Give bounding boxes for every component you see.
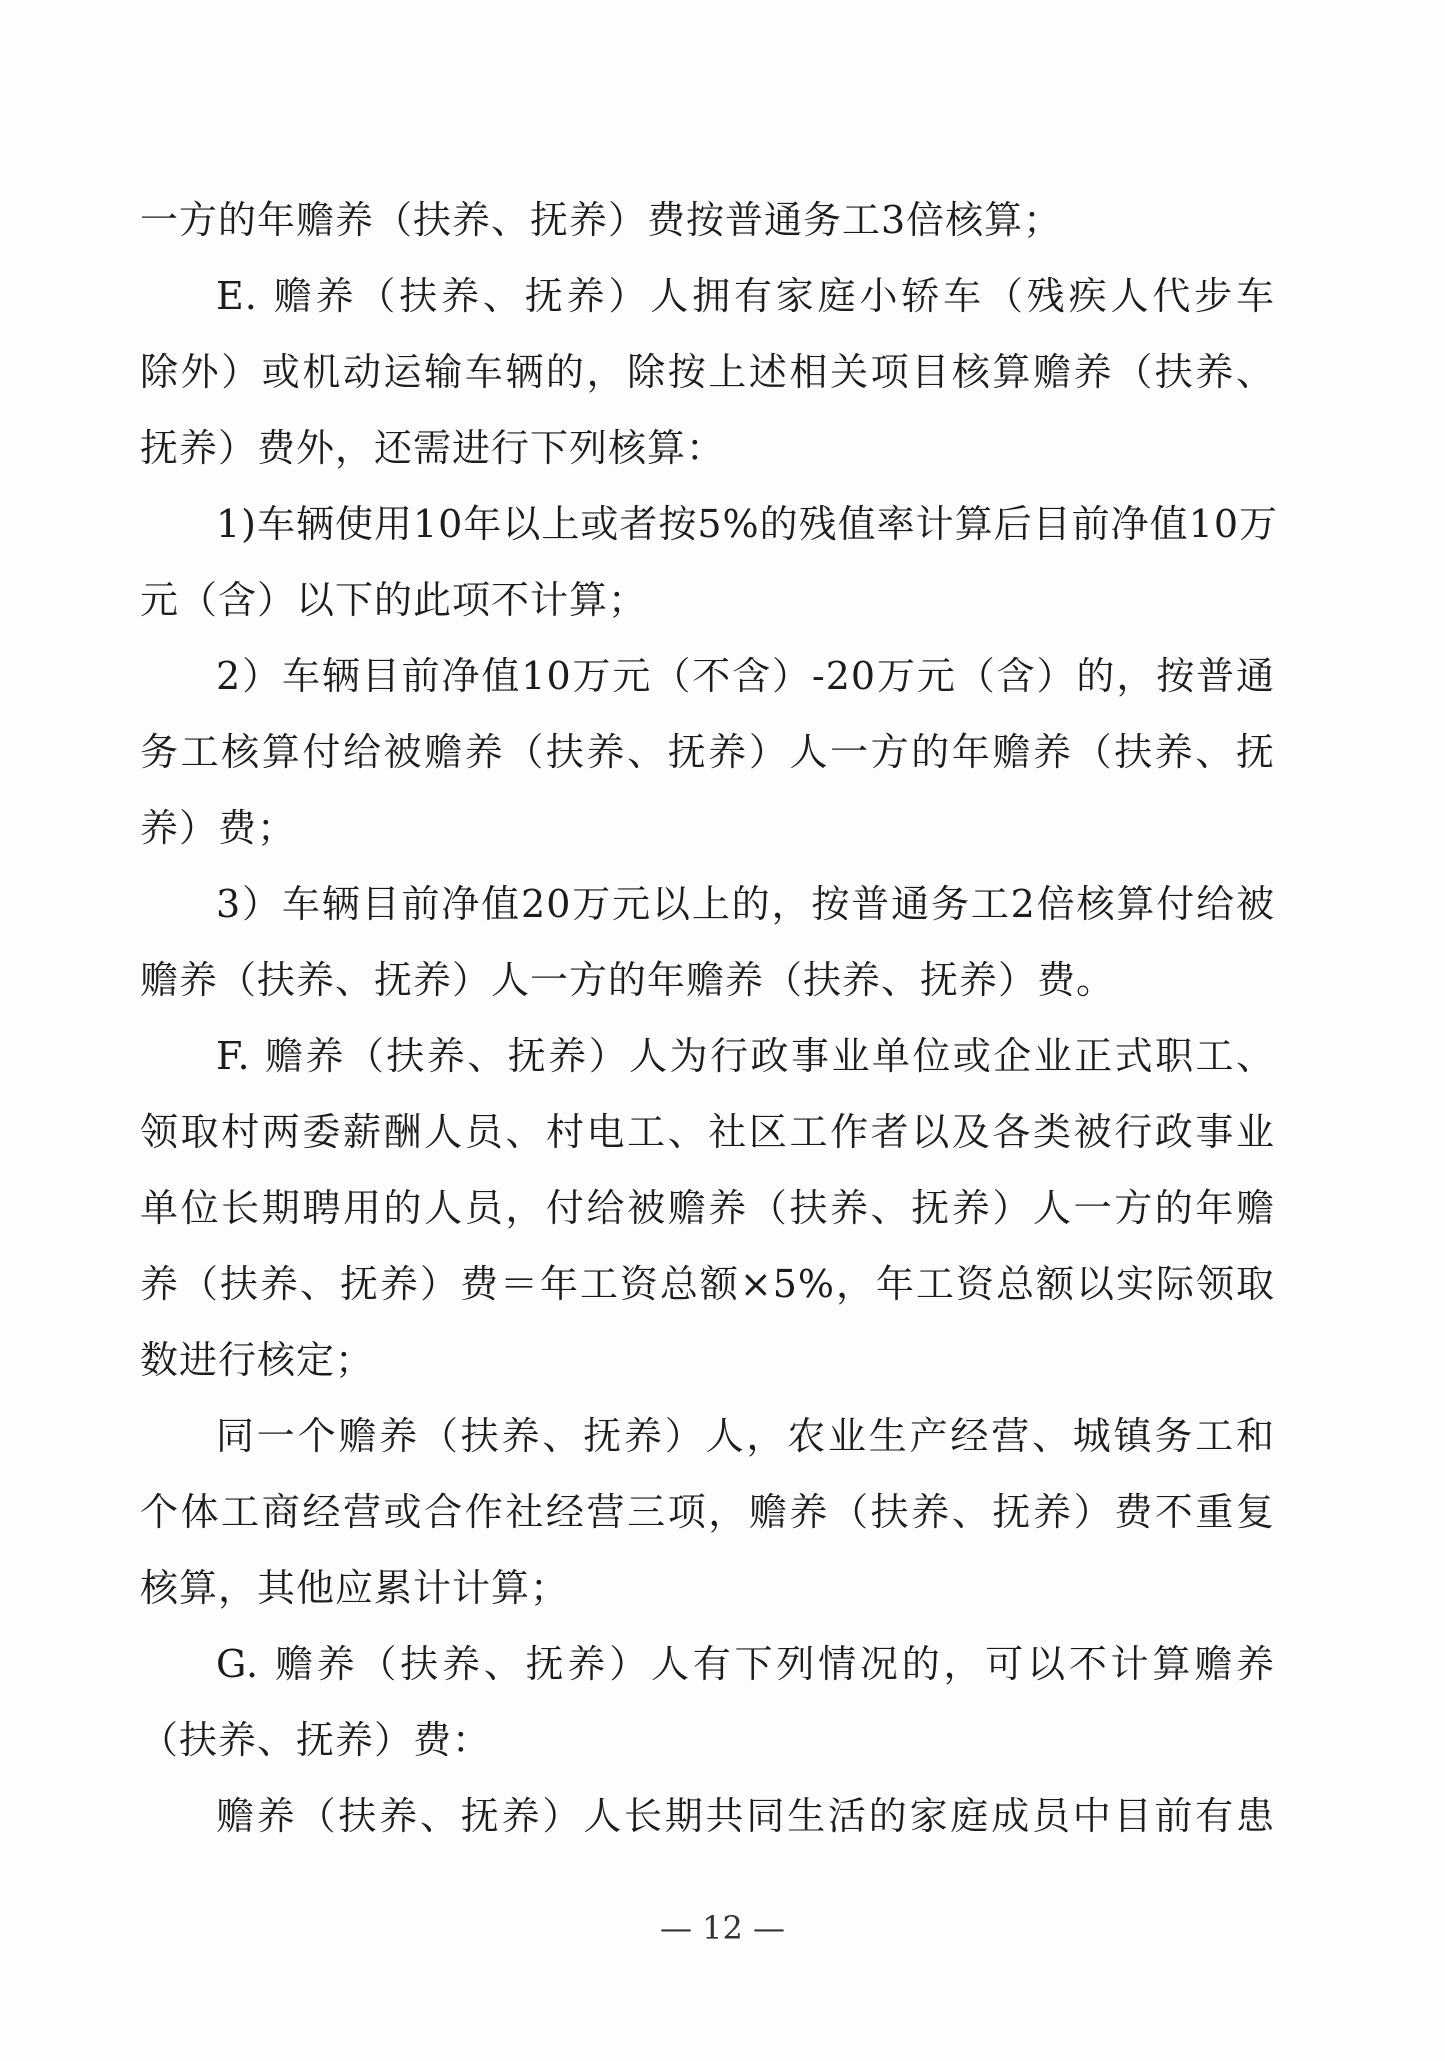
page-number: — 12 — (659, 1909, 786, 1947)
text-line-16: 数进行核定； (140, 1338, 375, 1382)
text-line-1: 一方的年赡养（扶养、抚养）费按普通务工3倍核算； (140, 198, 1063, 242)
text-line-11: 赡养（扶养、抚养）人一方的年赡养（扶养、抚养）费。 (140, 958, 1116, 1002)
text-line-6: 元（含）以下的此项不计算； (140, 578, 648, 622)
text-line-14: 单位长期聘用的人员，付给被赡养（扶养、抚养）人一方的年赡 (140, 1186, 1275, 1230)
text-line-10: 3）车辆目前净值20万元以上的，按普通务工2倍核算付给被 (216, 882, 1275, 926)
text-line-8: 务工核算付给被赡养（扶养、抚养）人一方的年赡养（扶养、抚 (140, 730, 1275, 774)
text-line-12: F. 赡养（扶养、抚养）人为行政事业单位或企业正式职工、 (216, 1034, 1275, 1078)
text-line-20: G. 赡养（扶养、抚养）人有下列情况的，可以不计算赡养 (216, 1642, 1275, 1686)
text-line-13: 领取村两委薪酬人员、村电工、社区工作者以及各类被行政事业 (140, 1110, 1275, 1154)
text-line-7: 2）车辆目前净值10万元（不含）-20万元（含）的，按普通 (216, 654, 1275, 698)
text-line-19: 核算，其他应累计计算； (140, 1566, 570, 1610)
text-line-3: 除外）或机动运输车辆的，除按上述相关项目核算赡养（扶养、 (140, 350, 1275, 394)
text-line-18: 个体工商经营或合作社经营三项，赡养（扶养、抚养）费不重复 (140, 1490, 1275, 1534)
text-line-9: 养）费； (140, 806, 297, 850)
text-line-4: 抚养）费外，还需进行下列核算： (140, 426, 726, 470)
text-line-2: E. 赡养（扶养、抚养）人拥有家庭小轿车（残疾人代步车 (216, 274, 1275, 318)
text-line-17: 同一个赡养（扶养、抚养）人，农业生产经营、城镇务工和 (216, 1414, 1275, 1458)
text-line-15: 养（扶养、抚养）费＝年工资总额×5%，年工资总额以实际领取 (140, 1262, 1275, 1306)
text-line-5: 1)车辆使用10年以上或者按5%的残值率计算后目前净值10万 (216, 502, 1278, 546)
text-line-21: （扶养、抚养）费： (140, 1718, 492, 1762)
text-line-22: 赡养（扶养、抚养）人长期共同生活的家庭成员中目前有患 (216, 1794, 1275, 1838)
